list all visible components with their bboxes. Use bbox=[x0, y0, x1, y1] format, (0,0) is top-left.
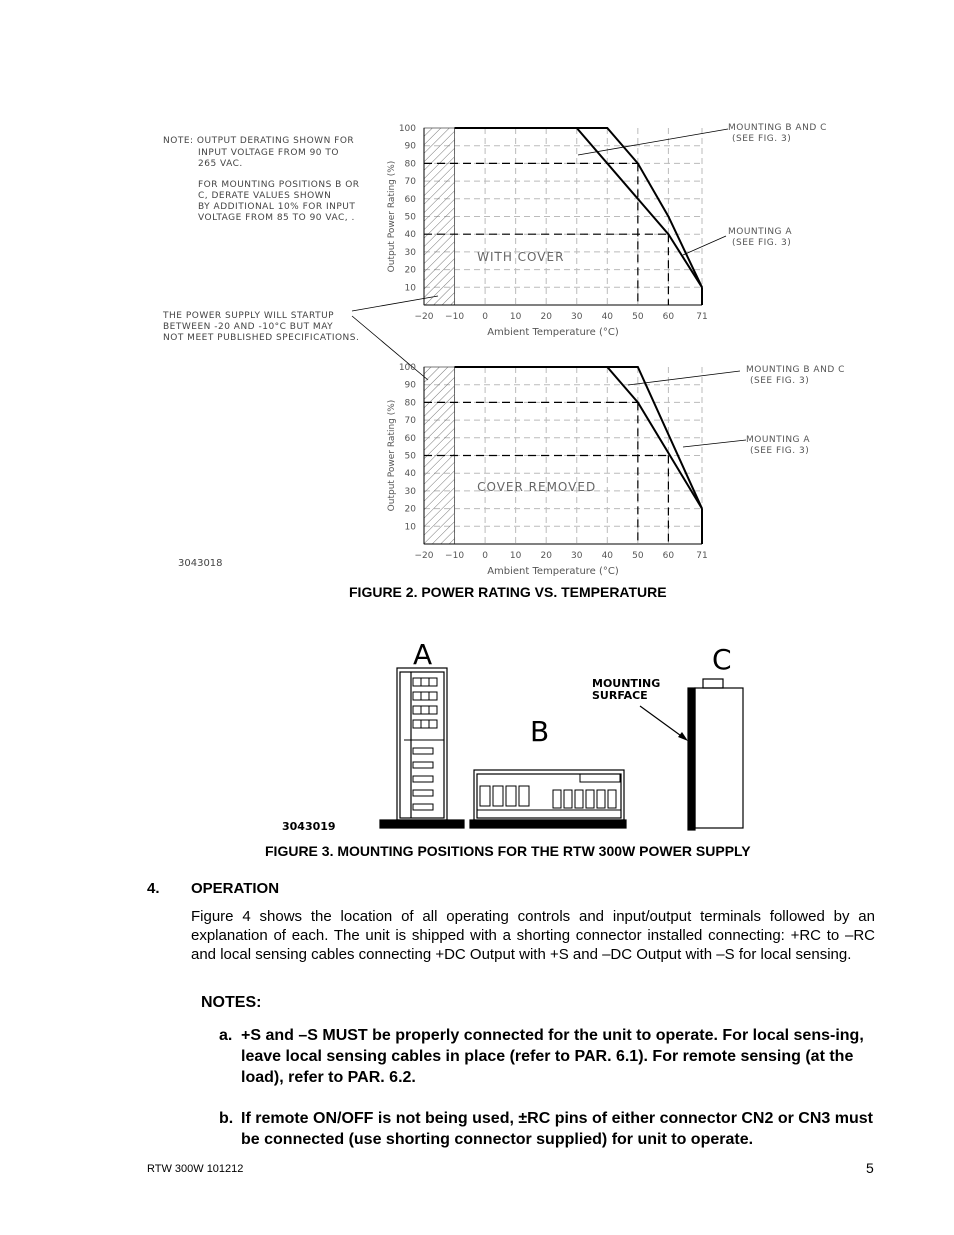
x-tick-label: 40 bbox=[601, 551, 614, 561]
unit-position-a bbox=[380, 668, 464, 828]
figure-3-mounting-drawing bbox=[0, 630, 954, 840]
mounting-surface-label: MOUNTING bbox=[592, 677, 661, 690]
legend-label: (SEE FIG. 3) bbox=[732, 238, 792, 248]
note-letter: a. bbox=[219, 1027, 233, 1044]
drawing-number: 3043019 bbox=[282, 820, 336, 833]
startup-shaded-region bbox=[424, 128, 455, 305]
legend-label: MOUNTING B AND C bbox=[746, 365, 845, 375]
x-tick-label: 20 bbox=[540, 551, 552, 561]
figure-2-power-rating-chart bbox=[0, 0, 954, 600]
note-letter: b. bbox=[219, 1110, 234, 1127]
y-tick-label: 50 bbox=[404, 212, 416, 223]
notes-title: NOTES: bbox=[201, 994, 262, 1011]
startup-note bbox=[162, 311, 359, 343]
unit-position-c bbox=[688, 679, 743, 830]
x-tick-label: 40 bbox=[601, 312, 614, 322]
figure-3-caption: FIGURE 3. MOUNTING POSITIONS FOR THE RTW 300W POWER SUPPLY bbox=[265, 843, 751, 859]
y-tick-label: 30 bbox=[404, 247, 416, 258]
startup-line: BETWEEN -20 AND -10°C BUT MAY bbox=[163, 322, 334, 332]
mounting-surface-label: SURFACE bbox=[592, 689, 648, 702]
y-tick-label: 60 bbox=[404, 433, 416, 444]
x-tick-label: 71 bbox=[696, 312, 708, 322]
chart-title: WITH COVER bbox=[477, 249, 565, 264]
x-tick-label: 30 bbox=[571, 312, 583, 322]
x-tick-label: 60 bbox=[662, 312, 675, 322]
x-tick-label: 60 bbox=[662, 551, 675, 561]
x-tick-label: 10 bbox=[509, 551, 522, 561]
note-line: NOTE: OUTPUT DERATING SHOWN FOR bbox=[163, 136, 355, 146]
y-tick-label: 20 bbox=[404, 265, 416, 276]
note-text: If remote ON/OFF is not being used, ±RC pins of either connector CN2 or CN3 must be connected (use shorting connector supplied) for unit to operate. bbox=[241, 1110, 873, 1148]
note-item-a bbox=[219, 1025, 876, 1091]
startup-leader-line bbox=[352, 316, 428, 380]
mounting-label-c: C bbox=[712, 643, 732, 676]
chart-title: COVER REMOVED bbox=[477, 479, 597, 494]
x-tick-label: −20 bbox=[414, 551, 434, 561]
note-line: VOLTAGE FROM 85 TO 90 VAC, . bbox=[198, 213, 355, 223]
mounting-label-a: A bbox=[413, 638, 433, 671]
x-tick-label: 50 bbox=[632, 551, 644, 561]
y-tick-label: 40 bbox=[404, 230, 416, 241]
y-tick-label: 90 bbox=[404, 141, 416, 152]
note-line: FOR MOUNTING POSITIONS B OR bbox=[198, 180, 360, 190]
note-line: INPUT VOLTAGE FROM 90 TO bbox=[198, 148, 339, 158]
note-text: +S and –S MUST be properly connected for the unit to operate. For local sens-ing, leave local sensing cables in place (refer to PAR. 6.1). For remote sensing (at the load), refer to PAR. 6.2. bbox=[241, 1027, 864, 1086]
legend-label: MOUNTING A bbox=[728, 227, 793, 237]
footer-doc-id: RTW 300W 101212 bbox=[147, 1163, 244, 1175]
y-tick-label: 80 bbox=[404, 398, 416, 409]
legend-label: MOUNTING A bbox=[746, 435, 811, 445]
legend-leader-line bbox=[578, 129, 728, 155]
mounting-surface-arrow bbox=[640, 706, 688, 741]
y-axis-label: Output Power Rating (%) bbox=[387, 160, 397, 273]
derating-note bbox=[163, 136, 360, 223]
y-axis-label: Output Power Rating (%) bbox=[387, 399, 397, 512]
x-axis-label: Ambient Temperature (°C) bbox=[487, 327, 619, 338]
legend-label: MOUNTING B AND C bbox=[728, 123, 827, 133]
section-paragraph: Figure 4 shows the location of all operating controls and input/output terminals followed by an explanation of each. The unit is shipped with a shorting connector installed connecting: +RC to –RC and local sensing cables connecting +DC Output with +S and –DC Output with –S for local sensing. bbox=[191, 908, 875, 963]
y-tick-label: 70 bbox=[404, 416, 416, 427]
startup-line: THE POWER SUPPLY WILL STARTUP bbox=[163, 311, 335, 321]
y-tick-label: 40 bbox=[404, 469, 416, 480]
unit-position-b bbox=[470, 770, 626, 828]
y-tick-label: 30 bbox=[404, 486, 416, 497]
note-line: BY ADDITIONAL 10% FOR INPUT bbox=[198, 202, 356, 212]
figure-2-caption: FIGURE 2. POWER RATING VS. TEMPERATURE bbox=[349, 584, 667, 600]
y-tick-label: 10 bbox=[404, 283, 416, 294]
note-item-b bbox=[219, 1108, 876, 1152]
y-tick-label: 70 bbox=[404, 177, 416, 188]
note-line: C, DERATE VALUES SHOWN bbox=[198, 191, 332, 201]
y-tick-label: 80 bbox=[404, 159, 416, 170]
section-number: 4. bbox=[147, 880, 160, 897]
legend-label: (SEE FIG. 3) bbox=[750, 376, 810, 386]
legend-leader-line bbox=[683, 440, 746, 447]
y-tick-label: 60 bbox=[404, 194, 416, 205]
y-tick-label: 100 bbox=[398, 363, 416, 373]
x-tick-label: 20 bbox=[540, 312, 552, 322]
x-tick-label: 30 bbox=[571, 551, 583, 561]
y-tick-label: 10 bbox=[404, 522, 416, 533]
mounting-label-b: B bbox=[530, 715, 550, 748]
x-tick-label: 50 bbox=[632, 312, 644, 322]
note-line: 265 VAC. bbox=[198, 159, 243, 169]
y-tick-label: 50 bbox=[404, 451, 416, 462]
x-axis-label: Ambient Temperature (°C) bbox=[487, 566, 619, 577]
page-number: 5 bbox=[866, 1160, 874, 1176]
x-tick-label: −10 bbox=[445, 551, 465, 561]
chart-with-cover bbox=[387, 123, 827, 338]
x-tick-label: 0 bbox=[482, 312, 488, 322]
legend-label: (SEE FIG. 3) bbox=[750, 446, 810, 456]
x-tick-label: 0 bbox=[482, 551, 488, 561]
drawing-number: 3043018 bbox=[178, 558, 223, 569]
x-tick-label: 71 bbox=[696, 551, 708, 561]
section-title: OPERATION bbox=[191, 880, 280, 897]
x-tick-label: 10 bbox=[509, 312, 522, 322]
legend-label: (SEE FIG. 3) bbox=[732, 134, 792, 144]
startup-line: NOT MEET PUBLISHED SPECIFICATIONS. bbox=[163, 333, 360, 343]
x-tick-label: −20 bbox=[414, 312, 434, 322]
y-tick-label: 100 bbox=[398, 124, 416, 134]
legend-leader-line bbox=[683, 236, 726, 255]
legend-leader-line bbox=[628, 371, 740, 385]
x-tick-label: −10 bbox=[445, 312, 465, 322]
chart-cover-removed bbox=[387, 363, 845, 577]
y-tick-label: 90 bbox=[404, 380, 416, 391]
y-tick-label: 20 bbox=[404, 504, 416, 515]
